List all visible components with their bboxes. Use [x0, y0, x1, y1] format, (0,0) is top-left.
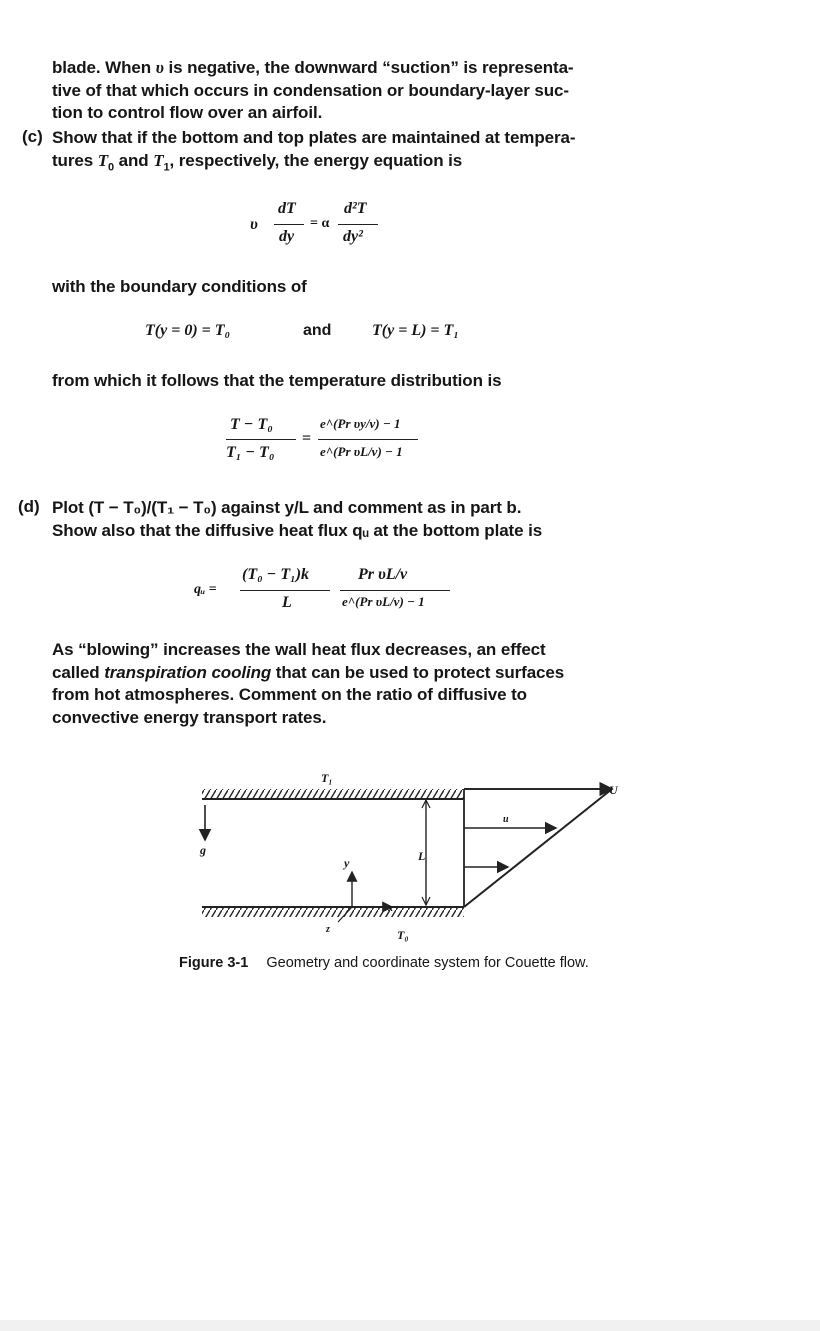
- gravity-label: g: [200, 843, 206, 857]
- dist-intro: from which it follows that the temperature distribution is: [52, 371, 502, 390]
- text-line: convective energy transport rates.: [52, 707, 327, 727]
- plate-velocity-label: U: [609, 783, 618, 797]
- flux-den2: e^(Pr υL/ν) − 1: [342, 594, 425, 609]
- dist-rhs-num: e^(Pr υy/ν) − 1: [320, 416, 401, 431]
- top-plate: [202, 789, 464, 799]
- dist-lhs-num: T − T₀: [230, 416, 273, 433]
- flux-num2: Pr υL/ν: [358, 566, 408, 583]
- velocity-profile-line: [464, 789, 612, 907]
- text-line: Show also that the diffusive heat flux qᵤ at the bottom plate is: [52, 520, 543, 540]
- figure-caption: [179, 955, 589, 971]
- gap-label: L: [418, 849, 426, 863]
- flux-den1: L: [282, 594, 292, 611]
- dist-rhs-den: e^(Pr υL/ν) − 1: [320, 444, 403, 459]
- text-line: Show that if the bottom and top plates are maintained at tempera-: [52, 128, 576, 147]
- text-line: tion to control flow over an airfoil.: [52, 103, 323, 122]
- part-c-label: (c): [22, 127, 43, 146]
- bc-and: and: [303, 322, 332, 339]
- bottom-temp-label: T₀: [397, 928, 409, 942]
- flux-num1: (T₀ − T₁)k: [242, 566, 310, 583]
- energy-eq-sign: = α: [310, 216, 330, 231]
- top-temp-label: T₁: [321, 771, 333, 785]
- energy-coef: υ: [250, 216, 258, 233]
- bc-left: T(y = 0) = T₀: [145, 322, 231, 339]
- page-bottom-edge: [0, 1320, 820, 1331]
- part-d-label: (d): [18, 497, 40, 516]
- caption-number: Figure 3-1: [179, 955, 249, 971]
- energy-lhs-den: dy: [279, 228, 295, 245]
- text-line: tive of that which occurs in condensation or boundary-layer suc-: [52, 80, 569, 100]
- energy-lhs-num: dT: [278, 200, 296, 217]
- x-axis-label: x: [388, 903, 393, 914]
- energy-rhs-den: dy²: [343, 228, 363, 245]
- text-line: from hot atmospheres. Comment on the ratio of diffusive to: [52, 685, 527, 704]
- dist-lhs-den: T₁ − T₀: [226, 444, 275, 461]
- bottom-plate: [202, 907, 464, 917]
- text-line: blade. When υ is negative, the downward “suction” is representa-: [52, 58, 574, 77]
- text-line: Plot (T − T₀)/(T₁ − T₀) against y/L and comment as in part b.: [52, 498, 522, 517]
- flux-lhs: qᵤ =: [194, 582, 217, 597]
- dist-eq-sign: =: [302, 430, 312, 447]
- caption-text: Geometry and coordinate system for Couette flow.: [266, 955, 589, 971]
- z-axis-label: z: [326, 924, 330, 935]
- energy-rhs-num: d²T: [344, 200, 367, 217]
- velocity-label: u: [503, 814, 509, 825]
- bc-intro: with the boundary conditions of: [52, 277, 307, 296]
- bc-right: T(y = L) = T₁: [372, 322, 459, 339]
- y-axis-label: y: [344, 856, 350, 870]
- text-line: called transpiration cooling that can be used to protect surfaces: [52, 662, 565, 682]
- text-line: tures $T_0$ and $T_1$, respectively, the energy equation is: [52, 150, 463, 173]
- text-line: As “blowing” increases the wall heat flux decreases, an effect: [52, 640, 546, 659]
